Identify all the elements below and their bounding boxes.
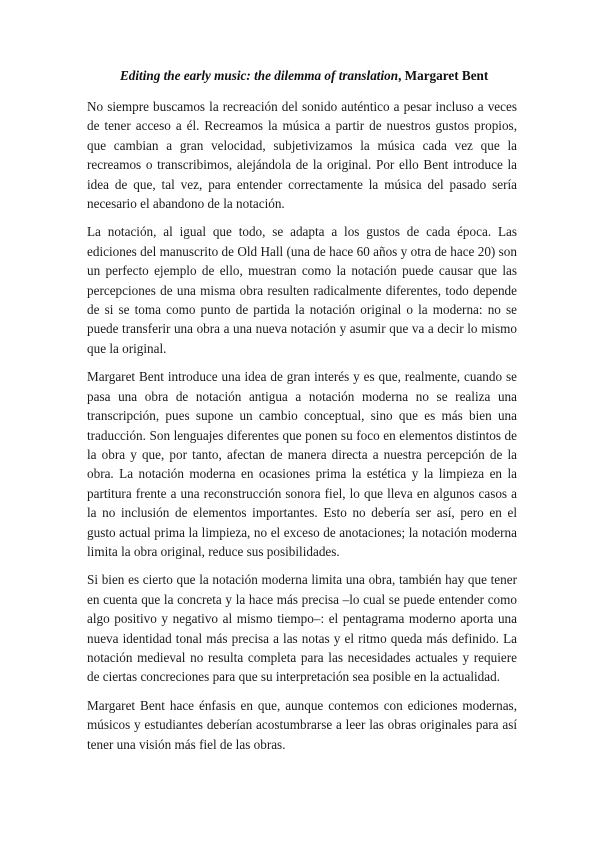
paragraph-4: Si bien es cierto que la notación moderna limita una obra, también hay que tener en cuenta que la concreta y la hace más precisa –lo cual se puede entender como algo positivo y negativo al mismo tiempo–: el pentagrama moderno aporta una nueva identidad tonal más precisa a las notas y el ritmo queda más definido. La notación medieval no resulta completa para las necesidades actuales y requiere de ciertas concreciones para que su interpretación sea posible en la actualidad. — [87, 572, 517, 685]
title-author: , Margaret Bent — [398, 68, 489, 83]
document-body — [87, 97, 517, 763]
paragraph-2: La notación, al igual que todo, se adapta a los gustos de cada época. Las ediciones del manuscrito de Old Hall (una de hace 60 años y otra de hace 20) son un perfecto ejemplo de ello, muestran como la notación puede causar que las percepciones de una misma obra resulten radicalmente diferentes, todo depende de si se toma como punto de partida la notación original o la moderna: no se puede transferir una obra a una nueva notación y asumir que va a decir lo mismo que la original. — [87, 224, 517, 356]
paragraph-5: Margaret Bent hace énfasis en que, aunque contemos con ediciones modernas, músicos y estudiantes deberían acostumbrarse a leer las obras originales para así tener una visión más fiel de las obras. — [87, 697, 517, 752]
paragraph-1: No siempre buscamos la recreación del sonido auténtico a pesar incluso a veces de tener acceso a él. Recreamos la música a partir de nuestros gustos propios, que cambian a gran velocidad, subjetivizamos la música cada vez que la recreamos o transcribimos, alejándola de la original. Por ello Bent introduce la idea de que, tal vez, para entender correctamente la música del pasado sería necesario el abandono de la notación. — [87, 99, 517, 212]
paragraph-3: Margaret Bent introduce una idea de gran interés y es que, realmente, cuando se pasa una obra de notación antigua a notación moderna no se realiza una transcripción, pues supone un cambio conceptual, sino que es más bien una traducción. Son lenguajes diferentes que ponen su foco en elementos distintos de la obra y que, por tanto, afectan de manera directa a nuestra percepción de la obra. La notación moderna en ocasiones prima la estética y la limpieza en la partitura frente a una reconstrucción sonora fiel, lo que lleva en algunos casos a la no inclusión de elementos importantes. Esto no debería ser así, pero en el gusto actual prima la limpieza, no el exceso de anotaciones; la notación moderna limita la obra original, reduce sus posibilidades. — [87, 369, 517, 559]
document-title — [120, 68, 488, 84]
title-italic: Editing the early music: the dilemma of translation — [120, 68, 399, 83]
